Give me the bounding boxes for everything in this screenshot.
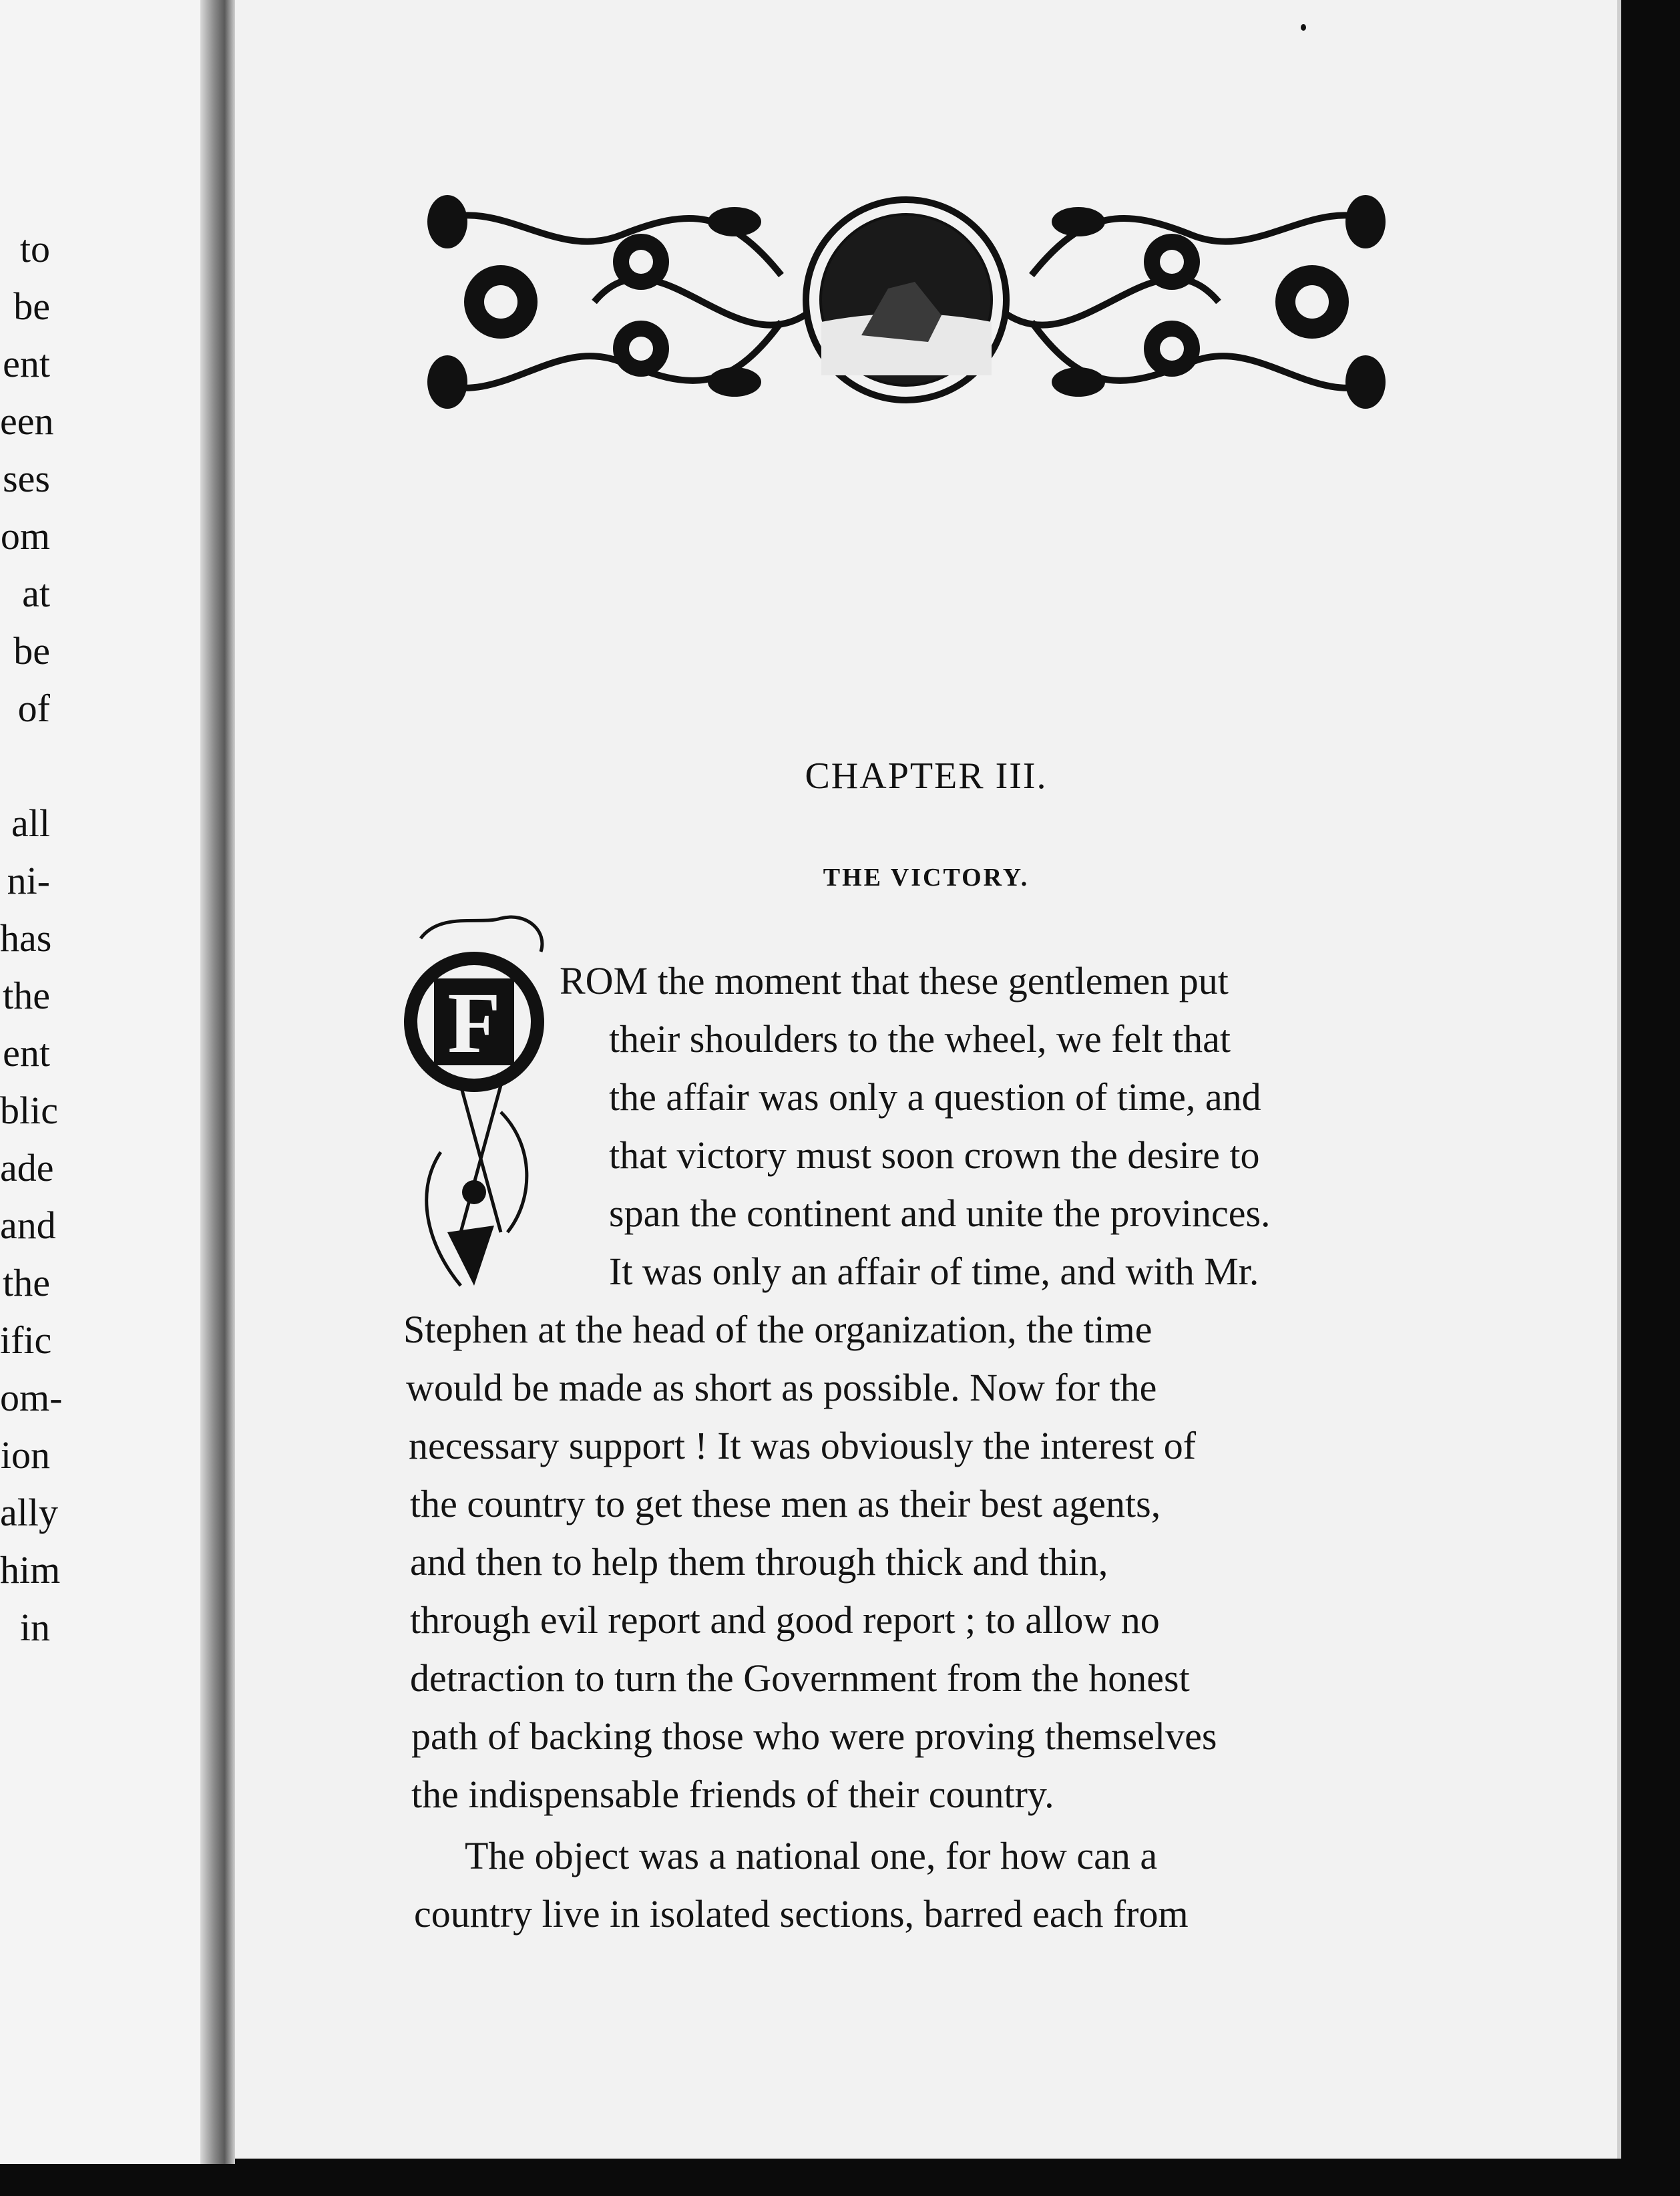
left-fragment: ent [3, 342, 50, 385]
left-fragment: ific [0, 1318, 52, 1362]
left-fragment: ion [0, 1433, 50, 1477]
left-fragment: een [0, 399, 54, 443]
left-fragment: ally [0, 1491, 58, 1534]
left-fragment: blic [0, 1089, 58, 1132]
book-gutter [200, 0, 235, 2164]
left-fragment: be [13, 629, 50, 673]
body-line: that victory must soon crown the desire to [609, 1133, 1260, 1177]
left-fragment: ses [3, 457, 50, 500]
left-fragment: ni- [7, 859, 50, 902]
body-line: the affair was only a question of time, and [609, 1075, 1261, 1119]
ink-speck [1301, 24, 1306, 31]
left-fragment: of [17, 687, 50, 730]
body-line: It was only an affair of time, and with Mr. [609, 1250, 1259, 1293]
body-line: ROM the moment that these gentlemen put [560, 959, 1229, 1002]
left-page [0, 0, 200, 2164]
left-fragment: om [0, 514, 50, 558]
body-line: path of backing those who were proving themselves [411, 1714, 1217, 1758]
left-fragment: be [13, 285, 50, 328]
body-line: through evil report and good report ; to allow no [410, 1598, 1160, 1642]
headpiece-ornament-icon [421, 182, 1392, 418]
body-line: span the continent and unite the provinces. [609, 1192, 1271, 1235]
left-fragment: the [3, 1261, 50, 1304]
body-line: would be made as short as possible. Now for the [406, 1366, 1157, 1409]
body-line: country live in isolated sections, barred each from [414, 1892, 1189, 1936]
body-line: detraction to turn the Government from the honest [410, 1656, 1190, 1700]
left-fragment: ade [0, 1146, 54, 1190]
chapter-title: CHAPTER III. [805, 755, 1048, 797]
body-line: necessary support ! It was obviously the interest of [409, 1424, 1197, 1467]
drop-cap-letter: F [447, 975, 501, 1071]
drop-cap-ornament [401, 912, 561, 1292]
body-line: the country to get these men as their best agents, [410, 1482, 1161, 1525]
chapter-subtitle: THE VICTORY. [823, 864, 1030, 892]
body-line: the indispensable friends of their country. [411, 1773, 1054, 1816]
left-fragment: and [0, 1204, 56, 1247]
body-line: Stephen at the head of the organization, the time [403, 1308, 1152, 1351]
left-fragment: the [3, 974, 50, 1017]
left-fragment: has [0, 916, 52, 960]
left-fragment: in [19, 1606, 50, 1649]
body-line: and then to help them through thick and thin, [410, 1540, 1108, 1584]
left-fragment: ent [3, 1031, 50, 1075]
left-fragment: om- [0, 1376, 63, 1419]
body-line: their shoulders to the wheel, we felt that [609, 1017, 1231, 1061]
body-line: The object was a national one, for how can a [465, 1834, 1158, 1877]
left-page-fragments [0, 220, 200, 1656]
left-fragment: at [22, 572, 50, 615]
left-fragment: him [0, 1548, 61, 1592]
left-fragment: to [19, 227, 50, 270]
left-fragment [0, 737, 200, 795]
left-fragment: all [11, 801, 50, 845]
